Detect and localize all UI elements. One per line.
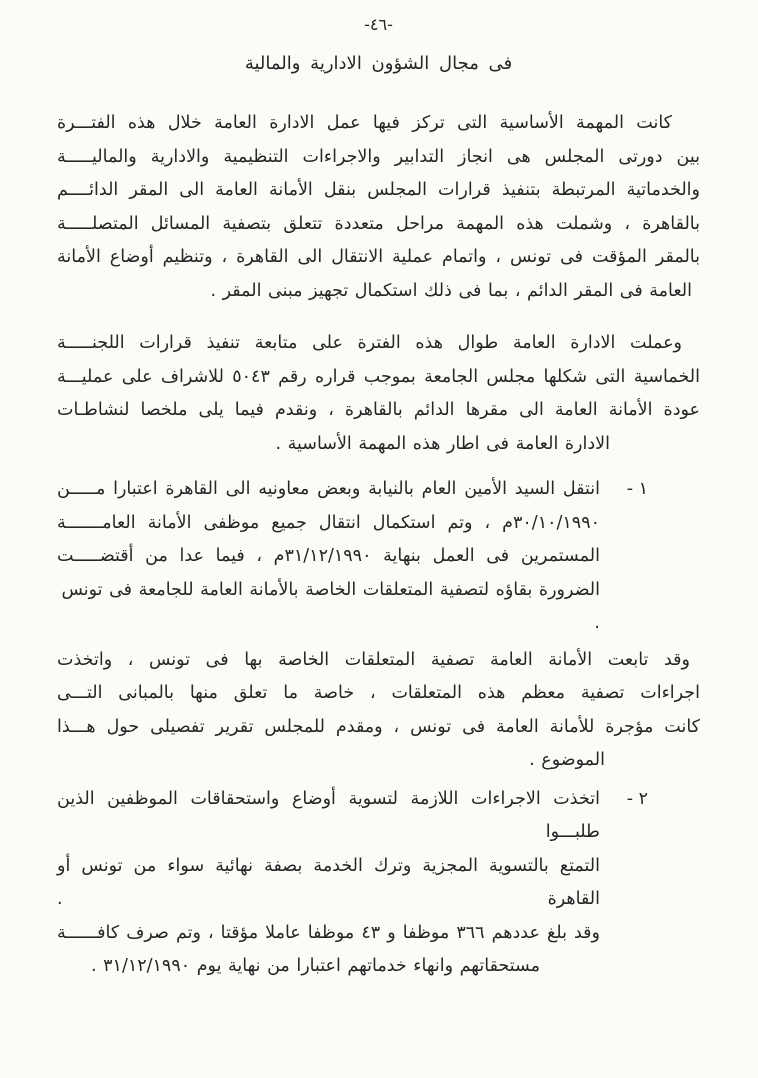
text-line: كانت المهمة الأساسية التى تركز فيها عمل الادارة العامة خلال هذه الفتـــرة (57, 113, 672, 133)
text-line: اتخذت الاجراءات اللازمة لتسوية أوضاع واستحقاقات الموظفين الذين طلبـــوا (57, 788, 600, 842)
paragraph-p2 (57, 327, 700, 461)
page-number: -٤٦- (364, 15, 393, 34)
section-heading: فى مجال الشؤون الادارية والمالية (244, 53, 513, 74)
text-line: بين دورتى المجلس هى انجاز التدابير والاجراءات التنظيمية والادارية والماليـــــة (57, 146, 700, 167)
text-line: الادارة العامة فى اطار هذه المهمة الأساسية . (275, 433, 610, 454)
text-line: المستمرين فى العمل بنهاية ٣١/١٢/١٩٩٠م ، فيما عدا من أقتضـــــت (57, 546, 600, 566)
text-line: انتقل السيد الأمين العام بالنيابة وبعض معاونيه الى القاهرة اعتبارا مـــــن (57, 479, 600, 499)
paragraph-p1 (57, 107, 700, 308)
text-line: كانت مؤجرة للأمانة العامة فى تونس ، ومقدم للمجلس تقرير تفصيلى حول هـــذا (57, 716, 700, 737)
text-line: ٣٠/١٠/١٩٩٠م ، وتم استكمال انتقال جميع موظفى الأمانة العامـــــــة (57, 512, 600, 533)
text-line: عودة الأمانة العامة الى مقرها الدائم بالقاهرة ، ونقدم فيما يلى ملخصا لنشاطـات (57, 400, 700, 420)
text-line: بالقاهرة ، وشملت هذه المهمة مراحل متعددة تتعلق بتصفية المسائل المتصلـــــة (57, 213, 700, 234)
list-item-number: ٢ - (626, 788, 648, 809)
paragraph-sub1 (57, 644, 700, 778)
text-line: وعملت الادارة العامة طوال هذه الفترة على متابعة تنفيذ قرارات اللجنـــــة (57, 333, 682, 353)
text-line: مستحقاتهم وانهاء خدماتهم اعتبارا من نهاية يوم ٣١/١٢/١٩٩٠ . (91, 956, 540, 976)
text-line: الموضوع . (529, 750, 605, 770)
text-line: العامة فى المقر الدائم ، بما فى ذلك استكمال تجهيز مبنى المقر . (210, 280, 692, 301)
text-line: اجراءات تصفية معظم هذه المتعلقات ، خاصة ما تعلق منها بالمبانى التـــى (57, 683, 700, 703)
text-line: التمتع بالتسوية المجزية وترك الخدمة بصفة نهائية سواء من تونس أو القاهرة . (57, 855, 600, 909)
numbered-item-item2 (57, 783, 700, 984)
list-item-number: ١ - (626, 479, 648, 499)
text-line: والخدماتية المرتبطة بتنفيذ قرارات المجلس بنقل الأمانة العامة الى المقر الدائــــم (57, 180, 700, 200)
text-line: وقد تابعت الأمانة العامة تصفية المتعلقات الخاصة بها فى تونس ، واتخذت (57, 649, 690, 670)
document-body (57, 107, 700, 984)
numbered-item-item1 (57, 473, 700, 641)
text-line: وقد بلغ عددهم ٣٦٦ موظفا و ٤٣ موظفا عاملا مؤقتا ، وتم صرف كافــــــة (57, 922, 600, 943)
text-line: بالمقر المؤقت فى تونس ، واتمام عملية الانتقال الى القاهرة ، وتنظيم أوضاع الأمانة (57, 247, 700, 267)
text-line: الخماسية التى شكلها مجلس الجامعة بموجب قراره رقم ٥٠٤٣ للاشراف على عمليـــة (57, 366, 700, 387)
text-line: الضرورة بقاؤه لتصفية المتعلقات الخاصة بالأمانة العامة للجامعة فى تونس . (61, 579, 600, 633)
